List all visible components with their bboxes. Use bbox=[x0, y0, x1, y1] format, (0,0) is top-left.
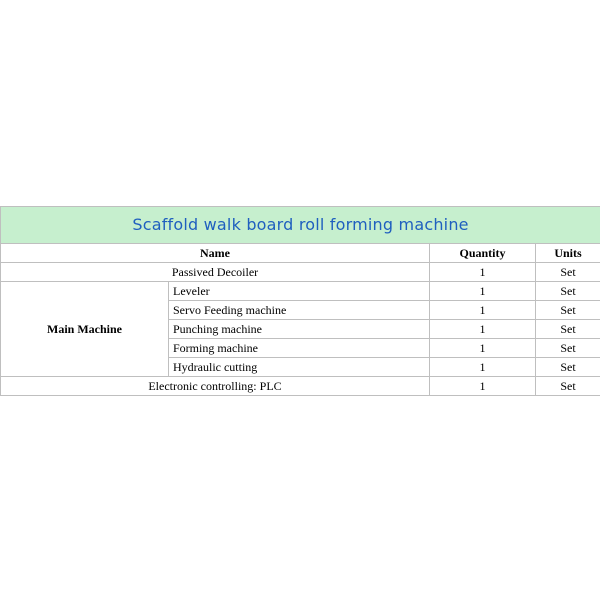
table-row bbox=[1, 282, 600, 301]
row-servo-feeding-name: Servo Feeding machine bbox=[169, 301, 430, 320]
row-leveler-quantity: 1 bbox=[430, 282, 536, 301]
row-punching-name: Punching machine bbox=[169, 320, 430, 339]
header-units: Units bbox=[536, 244, 600, 263]
table-row bbox=[1, 263, 600, 282]
row-leveler-name: Leveler bbox=[169, 282, 430, 301]
row-servo-feeding-units: Set bbox=[536, 301, 600, 320]
title-row bbox=[1, 207, 600, 244]
row-hydraulic-cutting-name: Hydraulic cutting bbox=[169, 358, 430, 377]
row-decoiler-name: Passived Decoiler bbox=[1, 263, 430, 282]
row-plc-units: Set bbox=[536, 377, 600, 396]
row-forming-units: Set bbox=[536, 339, 600, 358]
row-hydraulic-cutting-quantity: 1 bbox=[430, 358, 536, 377]
row-plc-name: Electronic controlling: PLC bbox=[1, 377, 430, 396]
row-decoiler-units: Set bbox=[536, 263, 600, 282]
row-servo-feeding-quantity: 1 bbox=[430, 301, 536, 320]
row-punching-units: Set bbox=[536, 320, 600, 339]
equipment-table bbox=[0, 206, 600, 396]
row-decoiler-quantity: 1 bbox=[430, 263, 536, 282]
table-title: Scaffold walk board roll forming machine bbox=[1, 207, 600, 244]
header-row bbox=[1, 244, 600, 263]
equipment-table-container bbox=[0, 206, 600, 396]
row-plc-quantity: 1 bbox=[430, 377, 536, 396]
row-forming-quantity: 1 bbox=[430, 339, 536, 358]
header-name: Name bbox=[1, 244, 430, 263]
main-machine-label: Main Machine bbox=[1, 282, 169, 377]
header-quantity: Quantity bbox=[430, 244, 536, 263]
row-hydraulic-cutting-units: Set bbox=[536, 358, 600, 377]
row-leveler-units: Set bbox=[536, 282, 600, 301]
table-row bbox=[1, 377, 600, 396]
row-punching-quantity: 1 bbox=[430, 320, 536, 339]
row-forming-name: Forming machine bbox=[169, 339, 430, 358]
